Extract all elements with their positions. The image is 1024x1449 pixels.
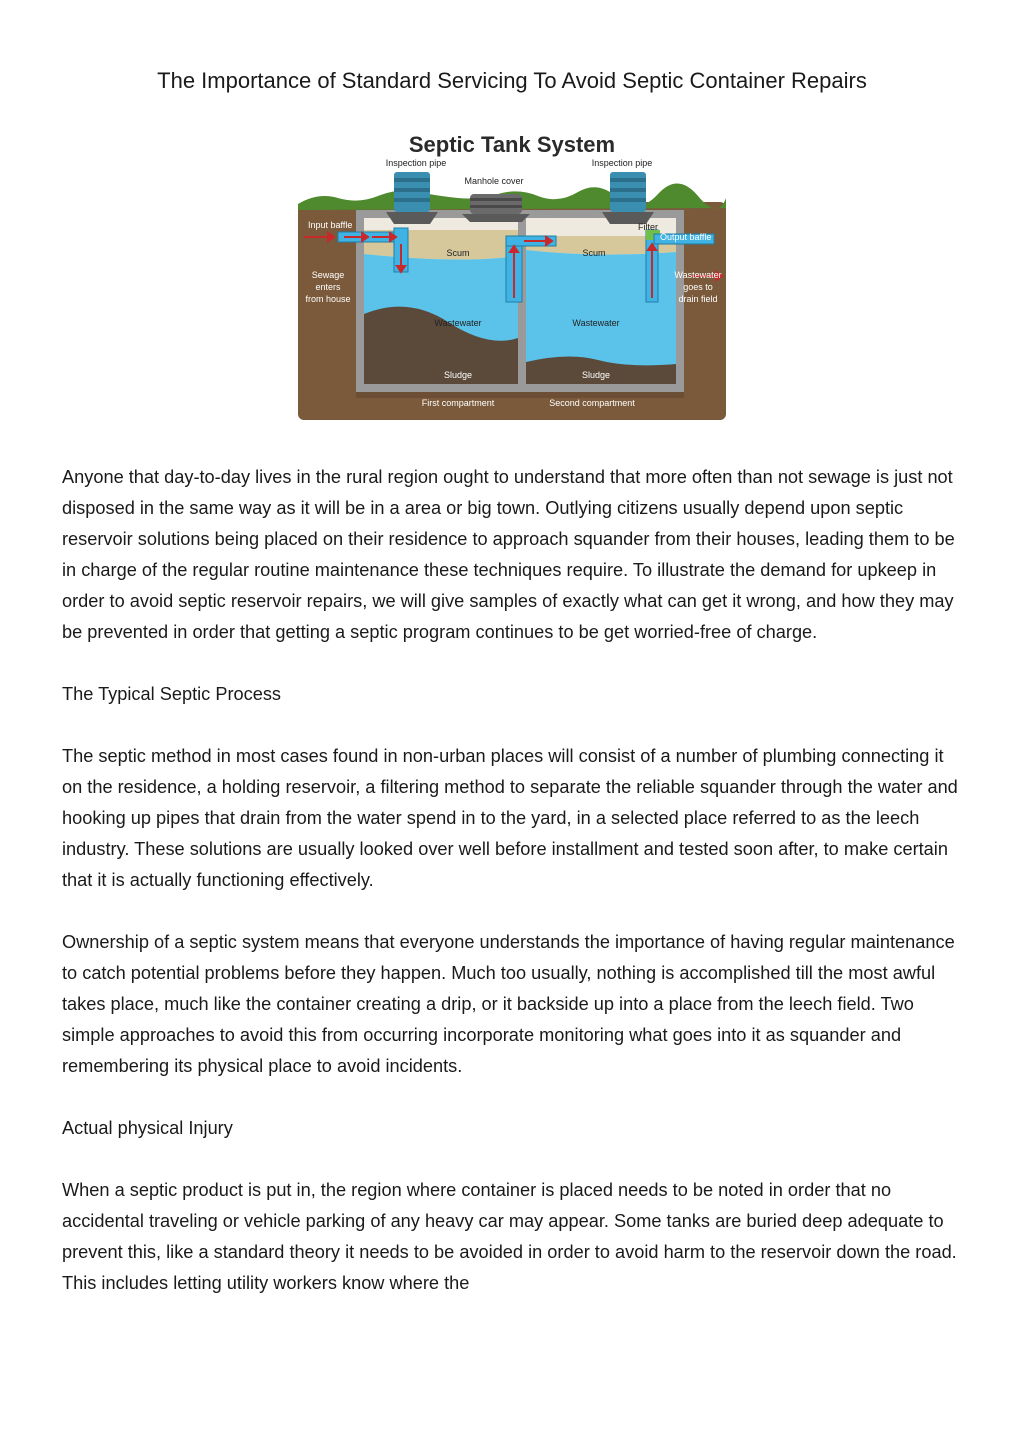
label-input-baffle: Input baffle bbox=[308, 220, 353, 230]
label-filter: Filter bbox=[638, 222, 658, 232]
label-sewage-1: Sewage bbox=[311, 270, 345, 280]
label-sludge-left: Sludge bbox=[443, 370, 473, 380]
label-sludge-right: Sludge bbox=[581, 370, 611, 380]
label-scum-right: Scum bbox=[582, 248, 606, 258]
label-inspection-left: Inspection pipe bbox=[385, 158, 447, 168]
paragraph-ownership: Ownership of a septic system means that everyone understands the importance of having regular maintenance to catch potential problems before they happen. Much too usually, nothing is accomplished till the most awful takes place, much like the container creating a drip, or it backside up into a place from the leech field. Two simple approaches to avoid this from occurring incorporate monitoring what goes into it as squander and remembering its physical place to avoid incidents. bbox=[62, 932, 955, 1076]
label-output-baffle: Output baffle bbox=[660, 232, 712, 242]
label-inspection-right: Inspection pipe bbox=[591, 158, 653, 168]
section-heading-physical-injury: Actual physical Injury bbox=[62, 1118, 233, 1138]
article-body bbox=[62, 462, 967, 1330]
label-first-compartment: First compartment bbox=[421, 398, 495, 408]
label-wastewater-right: Wastewater bbox=[572, 318, 620, 328]
label-sewage-3: from house bbox=[305, 294, 351, 304]
label-wastewater-out-1: Wastewater bbox=[674, 270, 722, 280]
diagram-heading: Septic Tank System bbox=[408, 132, 616, 157]
label-sewage-2: enters bbox=[315, 282, 341, 292]
label-second-compartment: Second compartment bbox=[549, 398, 635, 408]
paragraph-installation: When a septic product is put in, the region where container is placed needs to be noted in order that no accidental traveling or vehicle parking of any heavy car may appear. Some tanks are buried deep adequate to prevent this, like a standard theory it needs to be avoided in order to avoid harm to the reservoir down the road. This includes letting utility workers know where the bbox=[62, 1180, 957, 1293]
page-title: The Importance of Standard Servicing To Avoid Septic Container Repairs bbox=[157, 68, 867, 93]
label-scum-left: Scum bbox=[446, 248, 470, 258]
paragraph-septic-method: The septic method in most cases found in non-urban places will consist of a number of plumbing connecting it on the residence, a holding reservoir, a filtering method to separate the reliable squander through the water and hooking up pipes that drain from the water spend in to the yard, in a selected place referred to as the leech industry. These solutions are usually looked over well before installment and tested soon after, to make certain that it is actually functioning effectively. bbox=[62, 746, 958, 890]
label-wastewater-left: Wastewater bbox=[434, 318, 482, 328]
label-wastewater-out-2: goes to bbox=[683, 282, 713, 292]
paragraph-intro: Anyone that day-to-day lives in the rural region ought to understand that more often than not sewage is just not disposed in the same way as it will be in a area or big town. Outlying citizens usually depend upon septic reservoir solutions being placed on their residence to approach squander from their houses, leading them to be in charge of the regular routine maintenance these techniques require. To illustrate the demand for upkeep in order to avoid septic reservoir repairs, we will give samples of exactly what can get it wrong, and how they may be prevented in order that getting a septic program continues to be get worried-free of charge. bbox=[62, 467, 955, 642]
label-wastewater-out-3: drain field bbox=[678, 294, 718, 304]
septic-tank-diagram bbox=[298, 126, 726, 420]
manhole-cover bbox=[462, 194, 530, 222]
section-heading-typical-septic-process: The Typical Septic Process bbox=[62, 684, 282, 704]
label-manhole: Manhole cover bbox=[464, 176, 524, 186]
